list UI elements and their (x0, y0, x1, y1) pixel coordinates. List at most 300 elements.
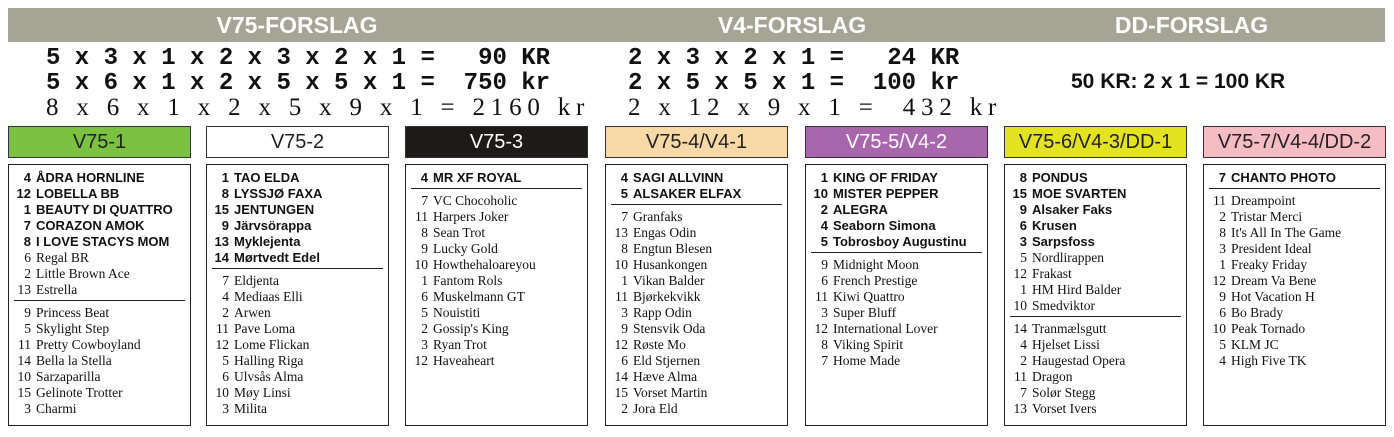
secondary-group (1005, 250, 1186, 314)
horse-name: Mørtvedt Edel (234, 250, 320, 265)
horse-row (212, 289, 383, 305)
banker-group (1005, 170, 1186, 250)
horse-number: 13 (17, 282, 31, 297)
horse-row (14, 202, 190, 218)
horse-name: Pave Loma (234, 321, 296, 336)
horse-number: 2 (820, 202, 828, 217)
horse-row (1010, 266, 1186, 282)
reserve-group (1209, 188, 1380, 369)
horse-number: 9 (821, 257, 828, 272)
horse-row (14, 337, 185, 353)
race-horse-list (1203, 164, 1386, 426)
horse-name: Hot Vacation H (1231, 289, 1315, 304)
horse-row (611, 353, 782, 369)
horse-number: 8 (421, 225, 428, 240)
horse-name: CHANTO PHOTO (1231, 170, 1336, 185)
horse-name: Dream Va Bene (1231, 273, 1317, 288)
header-v4: V4-FORSLAG (586, 8, 998, 42)
horse-row (1010, 202, 1186, 218)
horse-name: Bjørkekvikk (633, 289, 701, 304)
horse-number: 1 (221, 170, 229, 185)
horse-name: MOE SVARTEN (1032, 186, 1127, 201)
banker-group (9, 170, 190, 250)
horse-number: 8 (1219, 225, 1226, 240)
horse-row (1209, 289, 1380, 305)
horse-number: 4 (820, 218, 828, 233)
horse-row (811, 305, 982, 321)
dd-system-line: 50 KR: 2 x 1 = 100 KR (1071, 70, 1286, 93)
horse-number: 3 (821, 305, 828, 320)
horse-number: 5 (1219, 337, 1226, 352)
horse-row (1010, 170, 1186, 186)
horse-row (212, 353, 383, 369)
banker-group (406, 170, 587, 186)
v75-system-line: 5 x 3 x 1 x 2 x 3 x 2 x 1 = 90 KR (46, 45, 551, 72)
horse-name: Midnight Moon (833, 257, 919, 272)
horse-row (1010, 218, 1186, 234)
horse-row (611, 241, 782, 257)
horse-name: Ulvsås Alma (234, 369, 304, 384)
horse-number: 9 (421, 241, 428, 256)
horse-number: 5 (820, 234, 828, 249)
horse-row (811, 289, 982, 305)
horse-number: 6 (222, 369, 229, 384)
horse-name: Vorset Ivers (1032, 401, 1097, 416)
horse-number: 9 (1219, 289, 1226, 304)
horse-row (14, 353, 185, 369)
horse-name: JENTUNGEN (234, 202, 315, 217)
horse-row (811, 170, 987, 186)
horse-name: Charmi (36, 401, 77, 416)
horse-row (611, 186, 787, 202)
horse-row (611, 209, 782, 225)
horse-number: 14 (17, 353, 31, 368)
horse-name: High Five TK (1231, 353, 1307, 368)
race-horse-list (405, 164, 588, 426)
horse-row (1010, 353, 1181, 369)
horse-number: 4 (1020, 337, 1027, 352)
horse-name: Arwen (234, 305, 271, 320)
reserve-group (811, 252, 982, 369)
horse-name: I LOVE STACYS MOM (36, 234, 170, 249)
horse-number: 9 (1019, 202, 1027, 217)
horse-name: Smedviktor (1032, 298, 1095, 313)
header-v75: V75-FORSLAG (8, 8, 586, 42)
horse-number: 6 (1019, 218, 1027, 233)
horse-number: 7 (23, 218, 31, 233)
horse-number: 5 (24, 321, 31, 336)
horse-number: 3 (621, 305, 628, 320)
horse-number: 6 (621, 353, 628, 368)
horse-name: International Lover (833, 321, 938, 336)
horse-row (1209, 353, 1380, 369)
horse-name: Peak Tornado (1231, 321, 1306, 336)
horse-number: 14 (214, 250, 229, 265)
horse-row (14, 385, 185, 401)
horse-number: 2 (222, 305, 229, 320)
horse-number: 3 (24, 401, 31, 416)
race-horse-list (805, 164, 988, 426)
horse-row (14, 234, 190, 250)
horse-row (611, 170, 787, 186)
v4-system-line: 2 x 12 x 9 x 1 = 432 kr (628, 94, 1003, 121)
horse-row (212, 250, 388, 266)
horse-name: BEAUTY DI QUATTRO (36, 202, 173, 217)
horse-name: Gelinote Trotter (36, 385, 123, 400)
horse-row (1010, 321, 1181, 337)
horse-number: 1 (1020, 282, 1027, 297)
horse-name: Estrella (36, 282, 78, 297)
horse-name: CORAZON AMOK (36, 218, 145, 233)
horse-number: 14 (1013, 321, 1027, 336)
horse-number: 12 (16, 186, 31, 201)
horse-name: Freaky Friday (1231, 257, 1308, 272)
horse-number: 14 (614, 369, 628, 384)
reserve-group (14, 300, 185, 417)
horse-number: 11 (1213, 193, 1226, 208)
horse-name: Stensvik Oda (633, 321, 706, 336)
horse-row (1010, 234, 1186, 250)
horse-number: 4 (222, 289, 229, 304)
horse-number: 9 (221, 218, 229, 233)
race-horse-list (605, 164, 788, 426)
horse-number: 7 (421, 193, 428, 208)
horse-row (212, 273, 383, 289)
horse-number: 13 (214, 234, 229, 249)
horse-number: 8 (221, 186, 229, 201)
horse-row (411, 241, 582, 257)
horse-name: Hæve Alma (633, 369, 698, 384)
horse-row (14, 218, 190, 234)
horse-name: Bella la Stella (36, 353, 112, 368)
horse-name: President Ideal (1231, 241, 1312, 256)
horse-number: 4 (1219, 353, 1226, 368)
horse-number: 3 (1019, 234, 1027, 249)
race-label: V75-6/V4-3/DD-1 (1004, 126, 1187, 158)
horse-name: VC Chocoholic (433, 193, 518, 208)
horse-number: 5 (1020, 250, 1027, 265)
horse-name: Vorset Martin (633, 385, 708, 400)
horse-name: ALEGRA (833, 202, 888, 217)
horse-name: Granfaks (633, 209, 683, 224)
horse-number: 2 (24, 266, 31, 281)
banker-group (806, 170, 987, 250)
horse-row (411, 225, 582, 241)
horse-row (1010, 385, 1181, 401)
horse-number: 13 (1013, 401, 1027, 416)
reserve-group (212, 268, 383, 417)
horse-number: 5 (222, 353, 229, 368)
horse-name: Tristar Merci (1231, 209, 1303, 224)
horse-row (14, 186, 190, 202)
horse-number: 8 (821, 337, 828, 352)
horse-number: 1 (421, 273, 428, 288)
horse-name: MR XF ROYAL (433, 170, 522, 185)
horse-name: MISTER PEPPER (833, 186, 939, 201)
horse-number: 15 (214, 202, 229, 217)
horse-row (411, 321, 582, 337)
horse-row (212, 401, 383, 417)
horse-number: 13 (614, 225, 628, 240)
horse-name: Haveaheart (433, 353, 495, 368)
horse-row (411, 305, 582, 321)
horse-row (811, 257, 982, 273)
horse-row (411, 337, 582, 353)
horse-row (14, 321, 185, 337)
horse-number: 11 (615, 289, 628, 304)
horse-number: 3 (421, 337, 428, 352)
horse-row (411, 257, 582, 273)
horse-row (611, 305, 782, 321)
horse-row (1209, 257, 1380, 273)
banker-group (606, 170, 787, 202)
horse-number: 4 (620, 170, 628, 185)
horse-number: 6 (821, 273, 828, 288)
horse-name: Dragon (1032, 369, 1073, 384)
horse-name: Myklejenta (234, 234, 301, 249)
horse-number: 2 (1219, 209, 1226, 224)
reserve-group (1010, 316, 1181, 417)
horse-name: LYSSJØ FAXA (234, 186, 323, 201)
horse-row (411, 193, 582, 209)
horse-name: TAO ELDA (234, 170, 300, 185)
horse-row (811, 186, 987, 202)
horse-row (611, 401, 782, 417)
horse-row (1209, 273, 1380, 289)
v4-system-line: 2 x 5 x 5 x 1 = 100 kr (628, 70, 960, 97)
horse-row (1209, 305, 1380, 321)
horse-row (811, 202, 987, 218)
race-label: V75-3 (405, 126, 588, 158)
horse-name: Alsaker Faks (1032, 202, 1113, 217)
horse-name: Nordlirappen (1032, 250, 1104, 265)
horse-row (811, 273, 982, 289)
horse-number: 12 (215, 337, 229, 352)
horse-name: Krusen (1032, 218, 1077, 233)
horse-row (611, 273, 782, 289)
horse-name: Eldjenta (234, 273, 279, 288)
horse-name: Ryan Trot (433, 337, 487, 352)
horse-name: Howthehaloareyou (433, 257, 536, 272)
horse-row (14, 401, 185, 417)
horse-number: 8 (23, 234, 31, 249)
banker-group (207, 170, 388, 266)
horse-name: Vikan Balder (633, 273, 705, 288)
horse-name: Jora Eld (633, 401, 678, 416)
horse-name: Lome Flickan (234, 337, 310, 352)
horse-number: 10 (1212, 321, 1226, 336)
horse-row (14, 369, 185, 385)
horse-name: Järvsörappa (234, 218, 312, 233)
horse-row (1209, 193, 1380, 209)
horse-name: Bo Brady (1231, 305, 1284, 320)
horse-row (212, 170, 388, 186)
horse-row (1209, 170, 1385, 186)
horse-row (1010, 298, 1186, 314)
horse-row (411, 273, 582, 289)
horse-number: 3 (1219, 241, 1226, 256)
horse-name: Dreampoint (1231, 193, 1296, 208)
horse-name: Sarzaparilla (36, 369, 101, 384)
horse-number: 15 (17, 385, 31, 400)
horse-number: 11 (1014, 369, 1027, 384)
horse-row (14, 250, 190, 266)
race-horse-list (1004, 164, 1187, 426)
v75-system-line: 8 x 6 x 1 x 2 x 5 x 9 x 1 = 2160 kr (46, 94, 591, 121)
horse-row (212, 385, 383, 401)
race-label: V75-2 (206, 126, 389, 158)
horse-row (14, 282, 190, 298)
horse-number: 10 (813, 186, 828, 201)
horse-name: PONDUS (1032, 170, 1088, 185)
horse-row (1209, 225, 1380, 241)
horse-number: 8 (1019, 170, 1027, 185)
horse-name: Tobrosboy Augustinu (833, 234, 967, 249)
horse-number: 6 (24, 250, 31, 265)
horse-row (611, 289, 782, 305)
horse-number: 1 (621, 273, 628, 288)
race-label: V75-1 (8, 126, 191, 158)
horse-name: Solør Stegg (1032, 385, 1096, 400)
horse-number: 11 (18, 337, 31, 352)
horse-name: Milita (234, 401, 267, 416)
horse-row (1010, 250, 1186, 266)
horse-number: 10 (17, 369, 31, 384)
horse-name: Tranmælsgutt (1032, 321, 1107, 336)
horse-name: LOBELLA BB (36, 186, 120, 201)
horse-name: KLM JC (1231, 337, 1279, 352)
horse-row (1209, 241, 1380, 257)
horse-name: Nouistiti (433, 305, 481, 320)
horse-name: SAGI ALLVINN (633, 170, 724, 185)
horse-name: Møy Linsi (234, 385, 291, 400)
horse-row (1010, 186, 1186, 202)
horse-number: 2 (421, 321, 428, 336)
horse-name: HM Hird Balder (1032, 282, 1122, 297)
horse-number: 12 (1212, 273, 1226, 288)
horse-name: Lucky Gold (433, 241, 498, 256)
horse-number: 10 (215, 385, 229, 400)
race-label: V75-5/V4-2 (805, 126, 988, 158)
horse-row (212, 321, 383, 337)
horse-row (1010, 282, 1186, 298)
horse-row (1010, 369, 1181, 385)
horse-name: French Prestige (833, 273, 918, 288)
horse-row (811, 218, 987, 234)
horse-name: Engas Odin (633, 225, 697, 240)
horse-number: 7 (821, 353, 828, 368)
horse-name: Little Brown Ace (36, 266, 130, 281)
horse-row (411, 170, 587, 186)
horse-number: 6 (1219, 305, 1226, 320)
horse-name: Hjelset Lissi (1032, 337, 1100, 352)
horse-row (611, 257, 782, 273)
horse-row (212, 337, 383, 353)
race-label: V75-4/V4-1 (605, 126, 788, 158)
horse-number: 8 (621, 241, 628, 256)
horse-number: 2 (621, 401, 628, 416)
reserve-group (611, 204, 782, 417)
horse-number: 6 (421, 289, 428, 304)
horse-row (811, 353, 982, 369)
horse-number: 7 (621, 209, 628, 224)
horse-row (611, 385, 782, 401)
horse-row (212, 234, 388, 250)
horse-name: Fantom Rols (433, 273, 503, 288)
horse-row (14, 170, 190, 186)
horse-name: Husankongen (633, 257, 708, 272)
horse-number: 12 (814, 321, 828, 336)
v4-system-line: 2 x 3 x 2 x 1 = 24 KR (628, 45, 960, 72)
horse-name: Skylight Step (36, 321, 110, 336)
horse-number: 9 (24, 305, 31, 320)
horse-number: 15 (614, 385, 628, 400)
horse-row (411, 353, 582, 369)
horse-row (611, 321, 782, 337)
horse-name: Pretty Cowboyland (36, 337, 141, 352)
horse-name: Super Bluff (833, 305, 897, 320)
race-horse-list (206, 164, 389, 426)
horse-number: 5 (421, 305, 428, 320)
horse-row (611, 225, 782, 241)
reserve-group (411, 188, 582, 369)
horse-row (212, 305, 383, 321)
horse-number: 11 (216, 321, 229, 336)
horse-row (212, 218, 388, 234)
horse-name: Seaborn Simona (833, 218, 936, 233)
horse-row (1209, 337, 1380, 353)
horse-name: Sean Trot (433, 225, 486, 240)
horse-number: 9 (621, 321, 628, 336)
horse-name: KING OF FRIDAY (833, 170, 938, 185)
horse-number: 7 (222, 273, 229, 288)
horse-name: Røste Mo (633, 337, 686, 352)
horse-number: 11 (815, 289, 828, 304)
horse-number: 10 (614, 257, 628, 272)
horse-name: Frakast (1032, 266, 1072, 281)
horse-name: Engtun Blesen (633, 241, 713, 256)
horse-name: ÅDRA HORNLINE (36, 170, 145, 185)
secondary-group (9, 250, 190, 298)
horse-name: It's All In The Game (1231, 225, 1342, 240)
horse-row (411, 209, 582, 225)
horse-number: 7 (1218, 170, 1226, 185)
horse-row (811, 321, 982, 337)
horse-number: 12 (1013, 266, 1027, 281)
horse-number: 2 (1020, 353, 1027, 368)
horse-name: Haugestad Opera (1032, 353, 1126, 368)
horse-name: Harpers Joker (433, 209, 509, 224)
horse-name: Viking Spirit (833, 337, 904, 352)
horse-name: Halling Riga (234, 353, 304, 368)
horse-row (411, 289, 582, 305)
horse-name: Rapp Odin (633, 305, 692, 320)
horse-number: 3 (222, 401, 229, 416)
horse-row (811, 337, 982, 353)
horse-number: 10 (1013, 298, 1027, 313)
horse-row (14, 266, 190, 282)
horse-number: 4 (420, 170, 428, 185)
horse-number: 11 (415, 209, 428, 224)
horse-number: 7 (1020, 385, 1027, 400)
horse-name: Gossip's King (433, 321, 509, 336)
horse-number: 10 (414, 257, 428, 272)
horse-number: 1 (23, 202, 31, 217)
horse-name: Regal BR (36, 250, 89, 265)
horse-number: 12 (414, 353, 428, 368)
header-dd: DD-FORSLAG (998, 8, 1385, 42)
horse-name: Muskelmann GT (433, 289, 525, 304)
